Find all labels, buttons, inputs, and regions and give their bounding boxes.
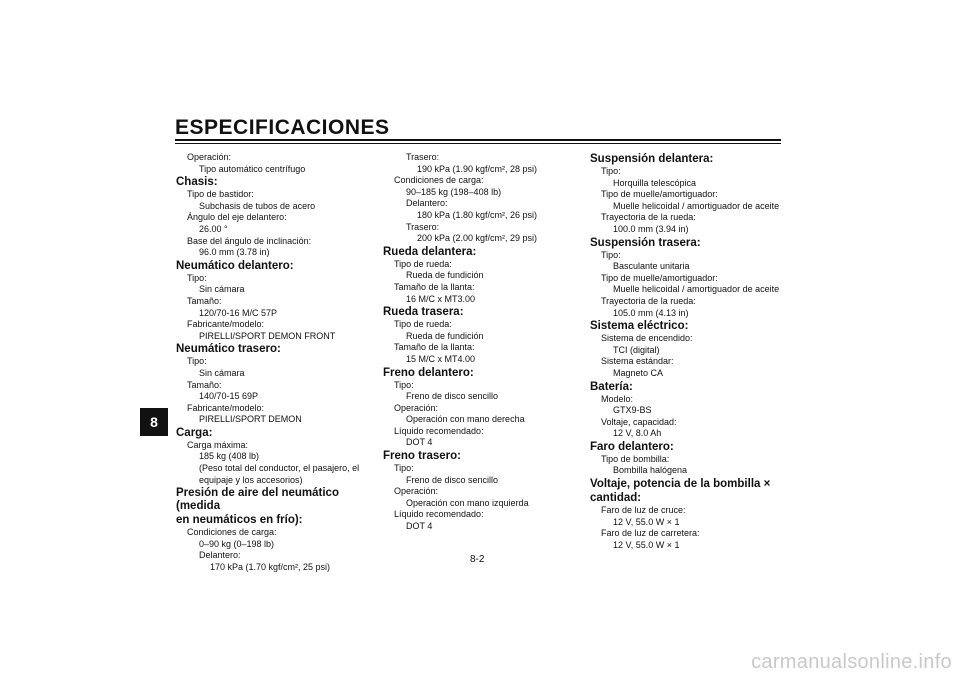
spec-value: 140/70-15 69P [199,391,259,402]
spec-label: Faro de luz de cruce: [601,505,686,516]
page-number: 8-2 [470,554,485,565]
spec-label: Modelo: [601,393,634,404]
spec-value: 105.0 mm (4.13 in) [613,307,689,318]
spec-value: 100.0 mm (3.94 in) [613,223,689,234]
spec-value: Muelle helicoidal / amortiguador de aceite [613,200,780,211]
spec-label: Tamaño: [187,295,222,306]
spec-label: Tipo de rueda: [394,319,452,330]
spec-value: 26.00 ° [199,223,228,234]
spec-value: Rueda de fundición [406,330,484,341]
spec-column-3 [590,152,800,551]
spec-heading: Faro delantero: [590,440,674,453]
spec-label: Tipo: [187,272,207,283]
spec-label: Tipo: [187,356,207,367]
spec-value: equipaje y los accesorios) [199,474,303,485]
spec-label: Sistema de encendido: [601,333,693,344]
spec-label: Operación: [187,152,232,162]
spec-label: Faro de luz de carretera: [601,528,700,539]
spec-label: Condiciones de carga: [187,527,277,538]
spec-label: Fabricante/modelo: [187,319,265,330]
spec-value: (Peso total del conductor, el pasajero, el [199,463,360,474]
spec-label: Tipo: [394,463,414,474]
spec-value: Operación con mano izquierda [406,497,529,508]
page-title: ESPECIFICACIONES [175,116,390,139]
spec-value: Horquilla telescópica [613,177,697,188]
spec-label: Ángulo del eje delantero: [187,212,287,223]
spec-label: Tipo de bastidor: [187,189,254,200]
watermark: carmanualsonline.info [751,651,952,673]
spec-label: Tipo de muelle/amortiguador: [601,272,718,283]
spec-value: Operación con mano derecha [406,414,525,425]
spec-value: Freno de disco sencillo [406,474,499,485]
spec-heading: Voltaje, potencia de la bombilla × [590,478,771,491]
spec-value: 12 V, 55.0 W × 1 [613,539,680,550]
spec-heading: Freno delantero: [383,366,474,379]
spec-value: Delantero: [199,550,241,561]
spec-column-2 [383,152,593,533]
spec-value: Muelle helicoidal / amortiguador de aceite [613,284,780,295]
spec-label: Trayectoria de la rueda: [601,212,696,223]
spec-heading: Rueda trasera: [383,306,464,319]
spec-label: Base del ángulo de inclinación: [187,235,312,246]
spec-value: TCI (digital) [613,344,660,355]
spec-value: 12 V, 8.0 Ah [613,428,662,439]
spec-value: 120/70-16 M/C 57P [199,307,278,318]
spec-heading: Suspensión delantera: [590,153,714,165]
spec-value: 96.0 mm (3.78 in) [199,247,270,258]
spec-column-1 [176,152,386,574]
spec-value: DOT 4 [406,521,433,532]
spec-value: Basculante unitaria [613,261,690,272]
spec-label: Tipo: [394,379,414,390]
title-rule [175,139,781,141]
spec-value: 90–185 kg (198–408 lb) [406,186,502,197]
spec-value: 12 V, 55.0 W × 1 [613,516,680,527]
spec-heading: Chasis: [176,176,218,189]
spec-heading: Neumático delantero: [176,259,294,272]
spec-label: Tipo: [601,166,621,176]
spec-value: Delantero: [406,198,448,209]
spec-value: Magneto CA [613,367,664,378]
spec-label: Tamaño de la llanta: [394,342,475,353]
spec-label: Operación: [394,402,439,413]
spec-value: 16 M/C x MT3.00 [406,293,476,304]
spec-value: Trasero: [406,221,440,232]
section-tab: 8 [140,408,168,436]
spec-label: Tipo: [601,249,621,260]
spec-value: DOT 4 [406,437,433,448]
spec-value: 170 kPa (1.70 kgf/cm², 25 psi) [210,562,331,573]
spec-value: 0–90 kg (0–198 lb) [199,538,275,549]
spec-label: Tipo de bombilla: [601,453,670,464]
spec-value: Subchasis de tubos de acero [199,200,316,211]
spec-heading: Freno trasero: [383,450,461,463]
spec-label: Líquido recomendado: [394,425,484,436]
spec-value: GTX9-BS [613,405,652,416]
spec-value: 190 kPa (1.90 kgf/cm², 28 psi) [417,163,538,174]
spec-label: Tamaño: [187,379,222,390]
spec-value: 200 kPa (2.00 kgf/cm², 29 psi) [417,233,538,244]
spec-label: Carga máxima: [187,439,249,450]
spec-label: Tipo de muelle/amortiguador: [601,189,718,200]
spec-label: Líquido recomendado: [394,509,484,520]
spec-heading: Rueda delantera: [383,245,477,258]
spec-value: Sin cámara [199,367,245,378]
spec-label: Voltaje, capacidad: [601,416,677,427]
spec-value: 180 kPa (1.80 kgf/cm², 26 psi) [417,209,538,220]
spec-label: Operación: [394,486,439,497]
spec-label: Trayectoria de la rueda: [601,295,696,306]
spec-heading: en neumáticos en frío): [176,514,303,527]
spec-value: PIRELLI/SPORT DEMON [199,414,302,425]
spec-value: PIRELLI/SPORT DEMON FRONT [199,330,336,341]
spec-label: Tipo de rueda: [394,258,452,269]
spec-label: Tamaño de la llanta: [394,281,475,292]
spec-heading: Suspensión trasera: [590,236,701,249]
spec-value: Trasero: [406,152,440,162]
spec-label: Fabricante/modelo: [187,402,265,413]
spec-value: Tipo automático centrífugo [199,163,306,174]
spec-heading: Batería: [590,380,633,393]
title-rule-thin [175,143,781,144]
spec-value: 15 M/C x MT4.00 [406,353,476,364]
spec-heading: Sistema eléctrico: [590,320,689,333]
spec-value: Rueda de fundición [406,270,484,281]
spec-label: Sistema estándar: [601,356,674,367]
spec-heading: cantidad: [590,492,642,505]
spec-label: Condiciones de carga: [394,175,484,186]
spec-value: Sin cámara [199,284,245,295]
spec-value: 185 kg (408 lb) [199,451,260,462]
spec-value: Bombilla halógena [613,465,688,476]
spec-heading: Neumático trasero: [176,343,281,356]
spec-value: Freno de disco sencillo [406,391,499,402]
spec-heading: Presión de aire del neumático (medida [176,487,339,513]
spec-heading: Carga: [176,426,213,439]
